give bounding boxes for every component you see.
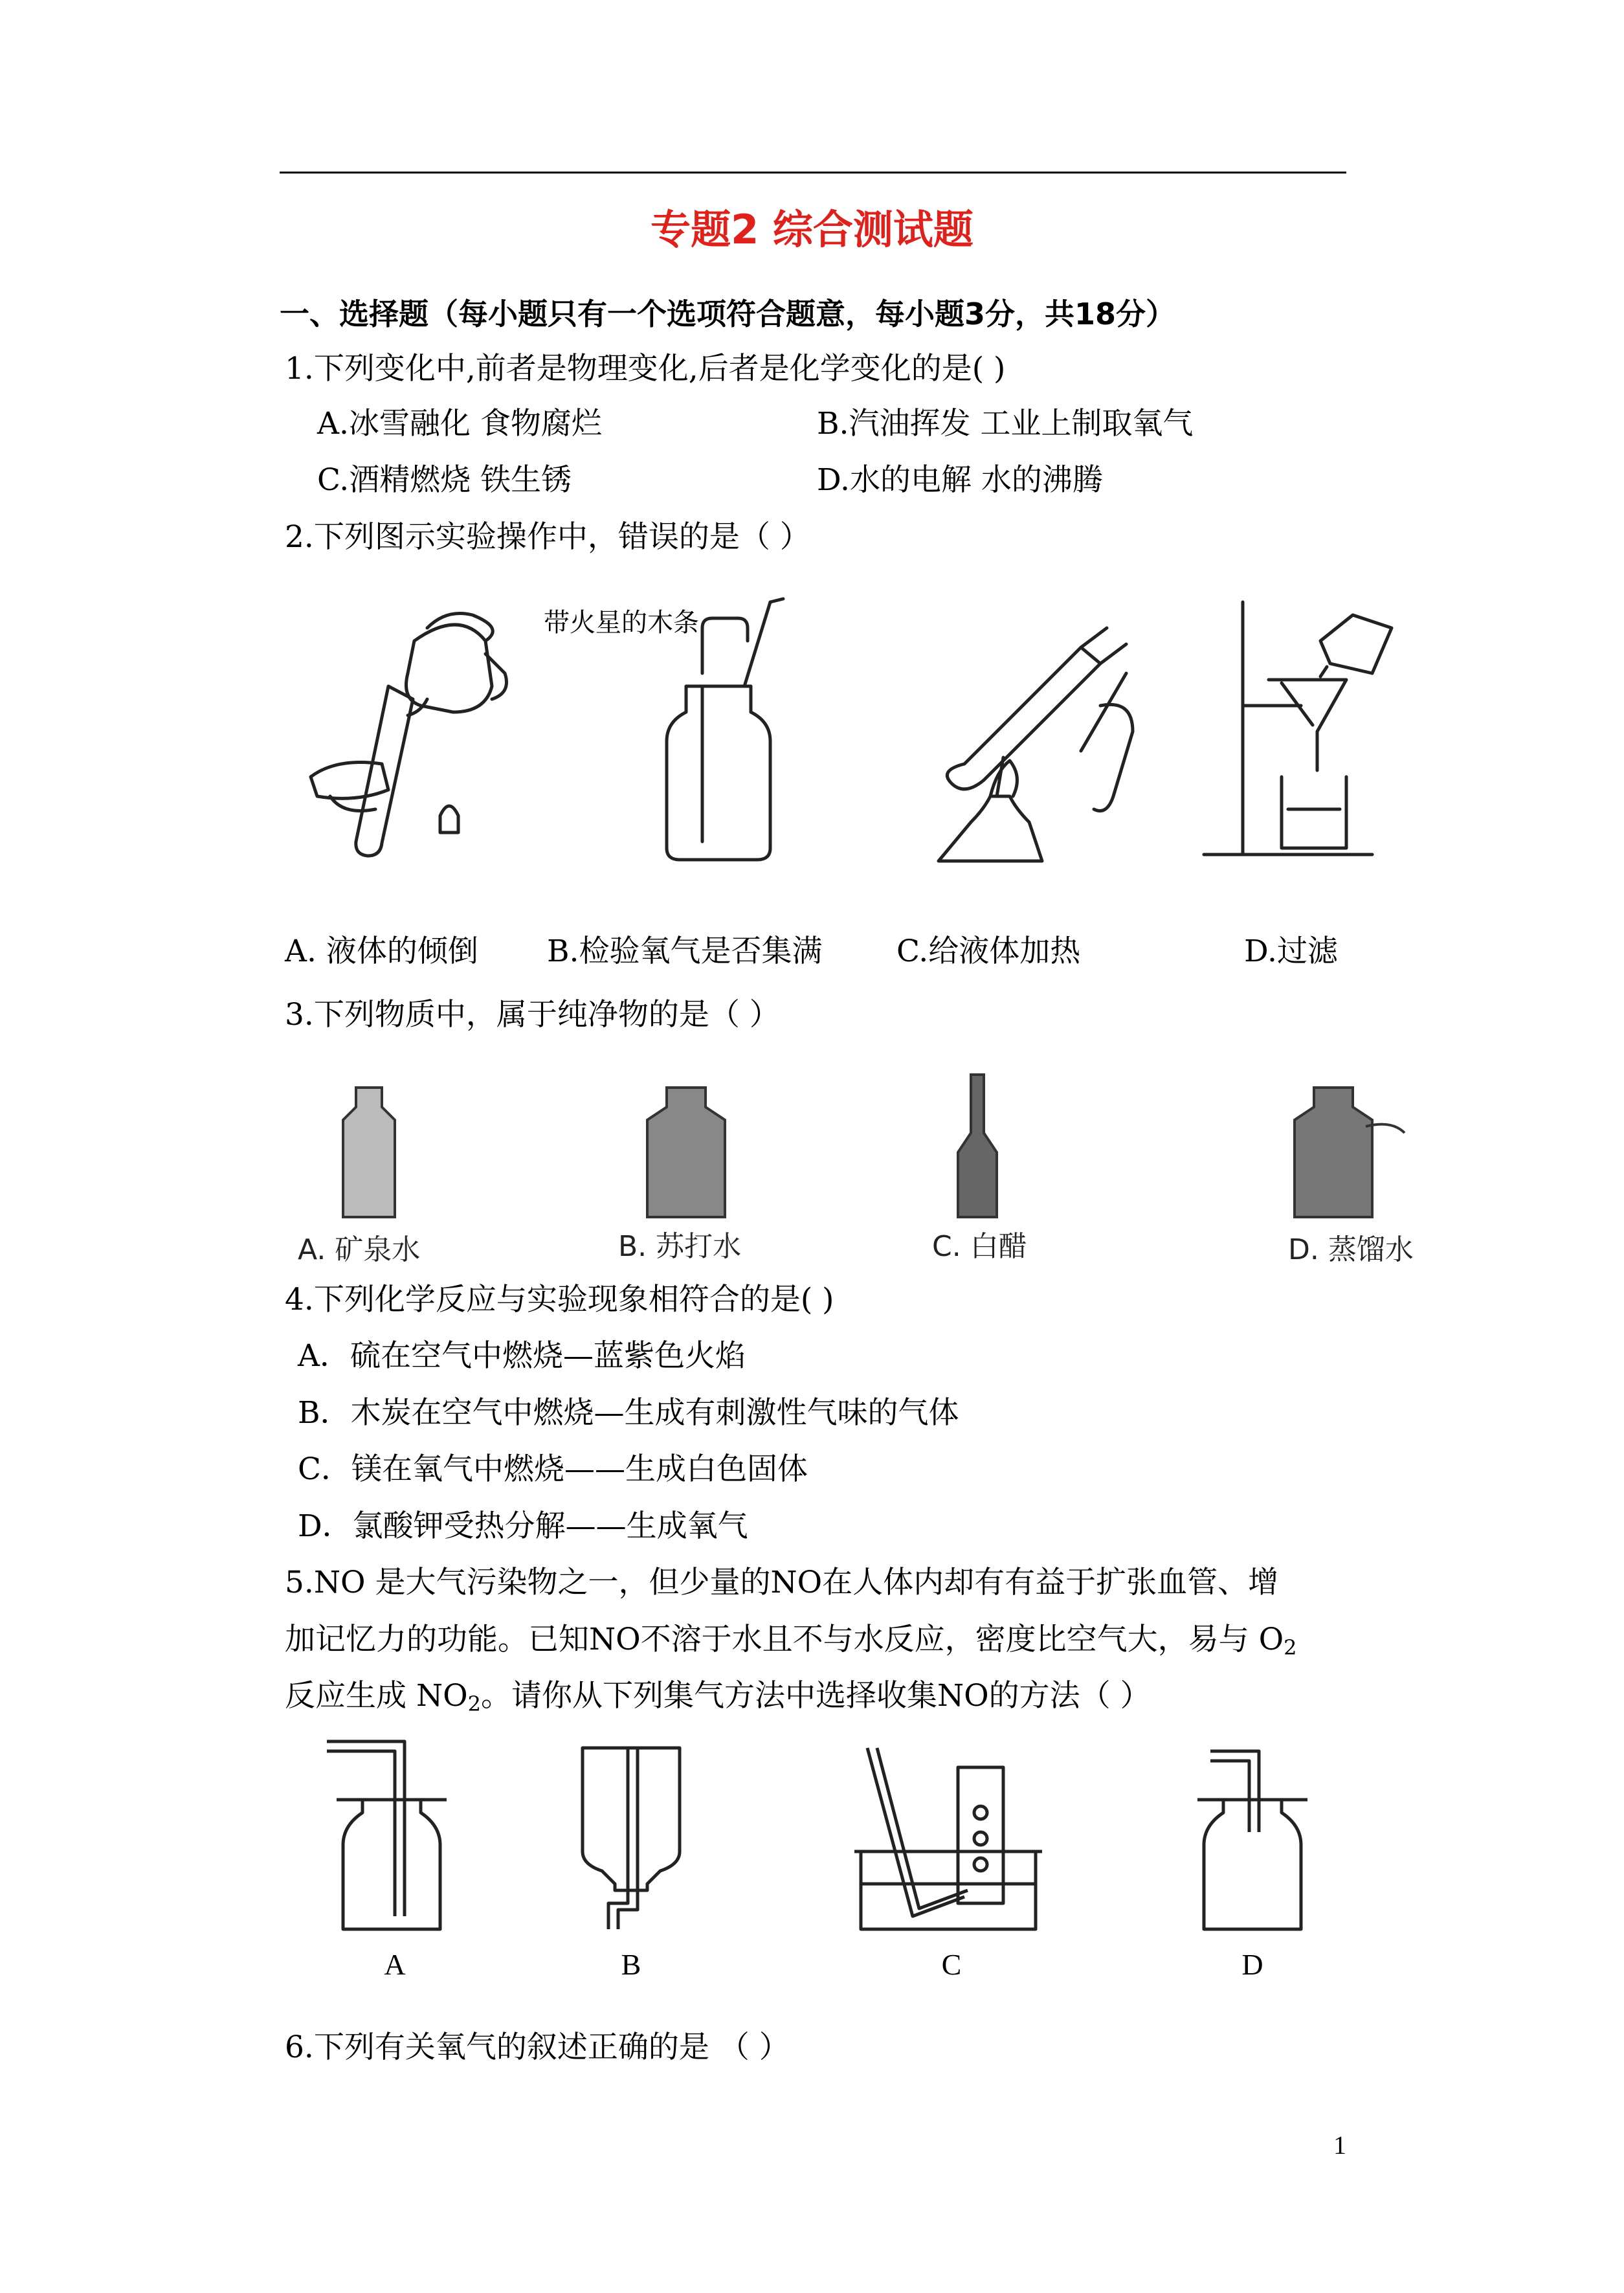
- collection-method-c: [854, 1748, 1042, 1929]
- q1-option-a: A.冰雪融化 食物腐烂: [317, 406, 602, 442]
- q2-option-b: B.检验氧气是否集满: [547, 934, 823, 969]
- header-rule: [280, 172, 1346, 173]
- q5-label-a: A: [384, 1948, 406, 1981]
- q5-collection-figures: [311, 1735, 1346, 1981]
- distilled-water-bottle-icon: [1295, 1088, 1372, 1217]
- collection-method-b: [583, 1748, 680, 1929]
- q2-stem: 2.下列图示实验操作中，错误的是（ ）: [285, 519, 810, 555]
- q2-figures: [291, 602, 1418, 874]
- q3-option-a: A. 矿泉水: [298, 1233, 421, 1266]
- collection-method-a: [327, 1741, 447, 1929]
- filtration-figure: [1204, 602, 1392, 855]
- q5-label-c: C: [941, 1948, 962, 1981]
- section-heading: 一、选择题（每小题只有一个选项符合题意，每小题3分，共18分）: [280, 296, 1176, 331]
- q1-option-c: C.酒精燃烧 铁生锈: [317, 462, 572, 498]
- q4-stem: 4.下列化学反应与实验现象相符合的是( ): [285, 1282, 834, 1317]
- q5-line2: 加记忆力的功能。已知NO不溶于水且不与水反应，密度比空气大，易与 $O_2$: [285, 1622, 1297, 1660]
- q4-option-d: D．氯酸钾受热分解——生成氧气: [298, 1508, 748, 1544]
- q2-fig-label: 带火星的木条: [544, 609, 699, 637]
- q1-option-b: B.汽油挥发 工业上制取氧气: [817, 406, 1194, 442]
- page-title: 专题2 综合测试题: [651, 206, 973, 253]
- q2-option-a: A. 液体的倾倒: [285, 934, 478, 969]
- pouring-figure: [311, 614, 507, 856]
- q5-label-b: B: [621, 1948, 641, 1981]
- q3-option-b: B. 苏打水: [618, 1230, 742, 1263]
- mineral-water-bottle-icon: [343, 1088, 395, 1217]
- q3-stem: 3.下列物质中，属于纯净物的是（ ）: [285, 997, 780, 1033]
- q5-label-d: D: [1241, 1948, 1263, 1981]
- q6-stem: 6.下列有关氧气的叙述正确的是 （ ）: [285, 2030, 790, 2065]
- page-number: 1: [1333, 2131, 1346, 2160]
- heating-figure: [939, 628, 1133, 861]
- q1-option-d: D.水的电解 水的沸腾: [817, 462, 1103, 498]
- oxygen-test-figure: [667, 599, 783, 860]
- q1-stem: 1.下列变化中,前者是物理变化,后者是化学变化的是( ): [285, 351, 1006, 386]
- q3-bottles: [291, 1062, 1450, 1266]
- vinegar-bottle-icon: [958, 1075, 997, 1217]
- q4-option-a: A．硫在空气中燃烧—蓝紫色火焰: [298, 1338, 746, 1374]
- q3-option-d: D. 蒸馏水: [1288, 1233, 1414, 1266]
- collection-method-d: [1197, 1751, 1307, 1929]
- q4-option-c: C．镁在氧气中燃烧——生成白色固体: [298, 1451, 808, 1487]
- soda-water-bottle-icon: [647, 1088, 725, 1217]
- q4-option-b: B．木炭在空气中燃烧—生成有刺激性气味的气体: [298, 1395, 959, 1431]
- q5-line3: 反应生成 $NO_2$。请你从下列集气方法中选择收集NO的方法（ ）: [285, 1678, 1151, 1716]
- q5-line1: 5.NO 是大气污染物之一，但少量的NO在人体内却有有益于扩张血管、增: [285, 1565, 1279, 1600]
- q2-option-c: C.给液体加热: [896, 934, 1081, 969]
- q2-option-d: D.过滤: [1244, 934, 1338, 969]
- q3-option-c: C. 白醋: [932, 1230, 1027, 1263]
